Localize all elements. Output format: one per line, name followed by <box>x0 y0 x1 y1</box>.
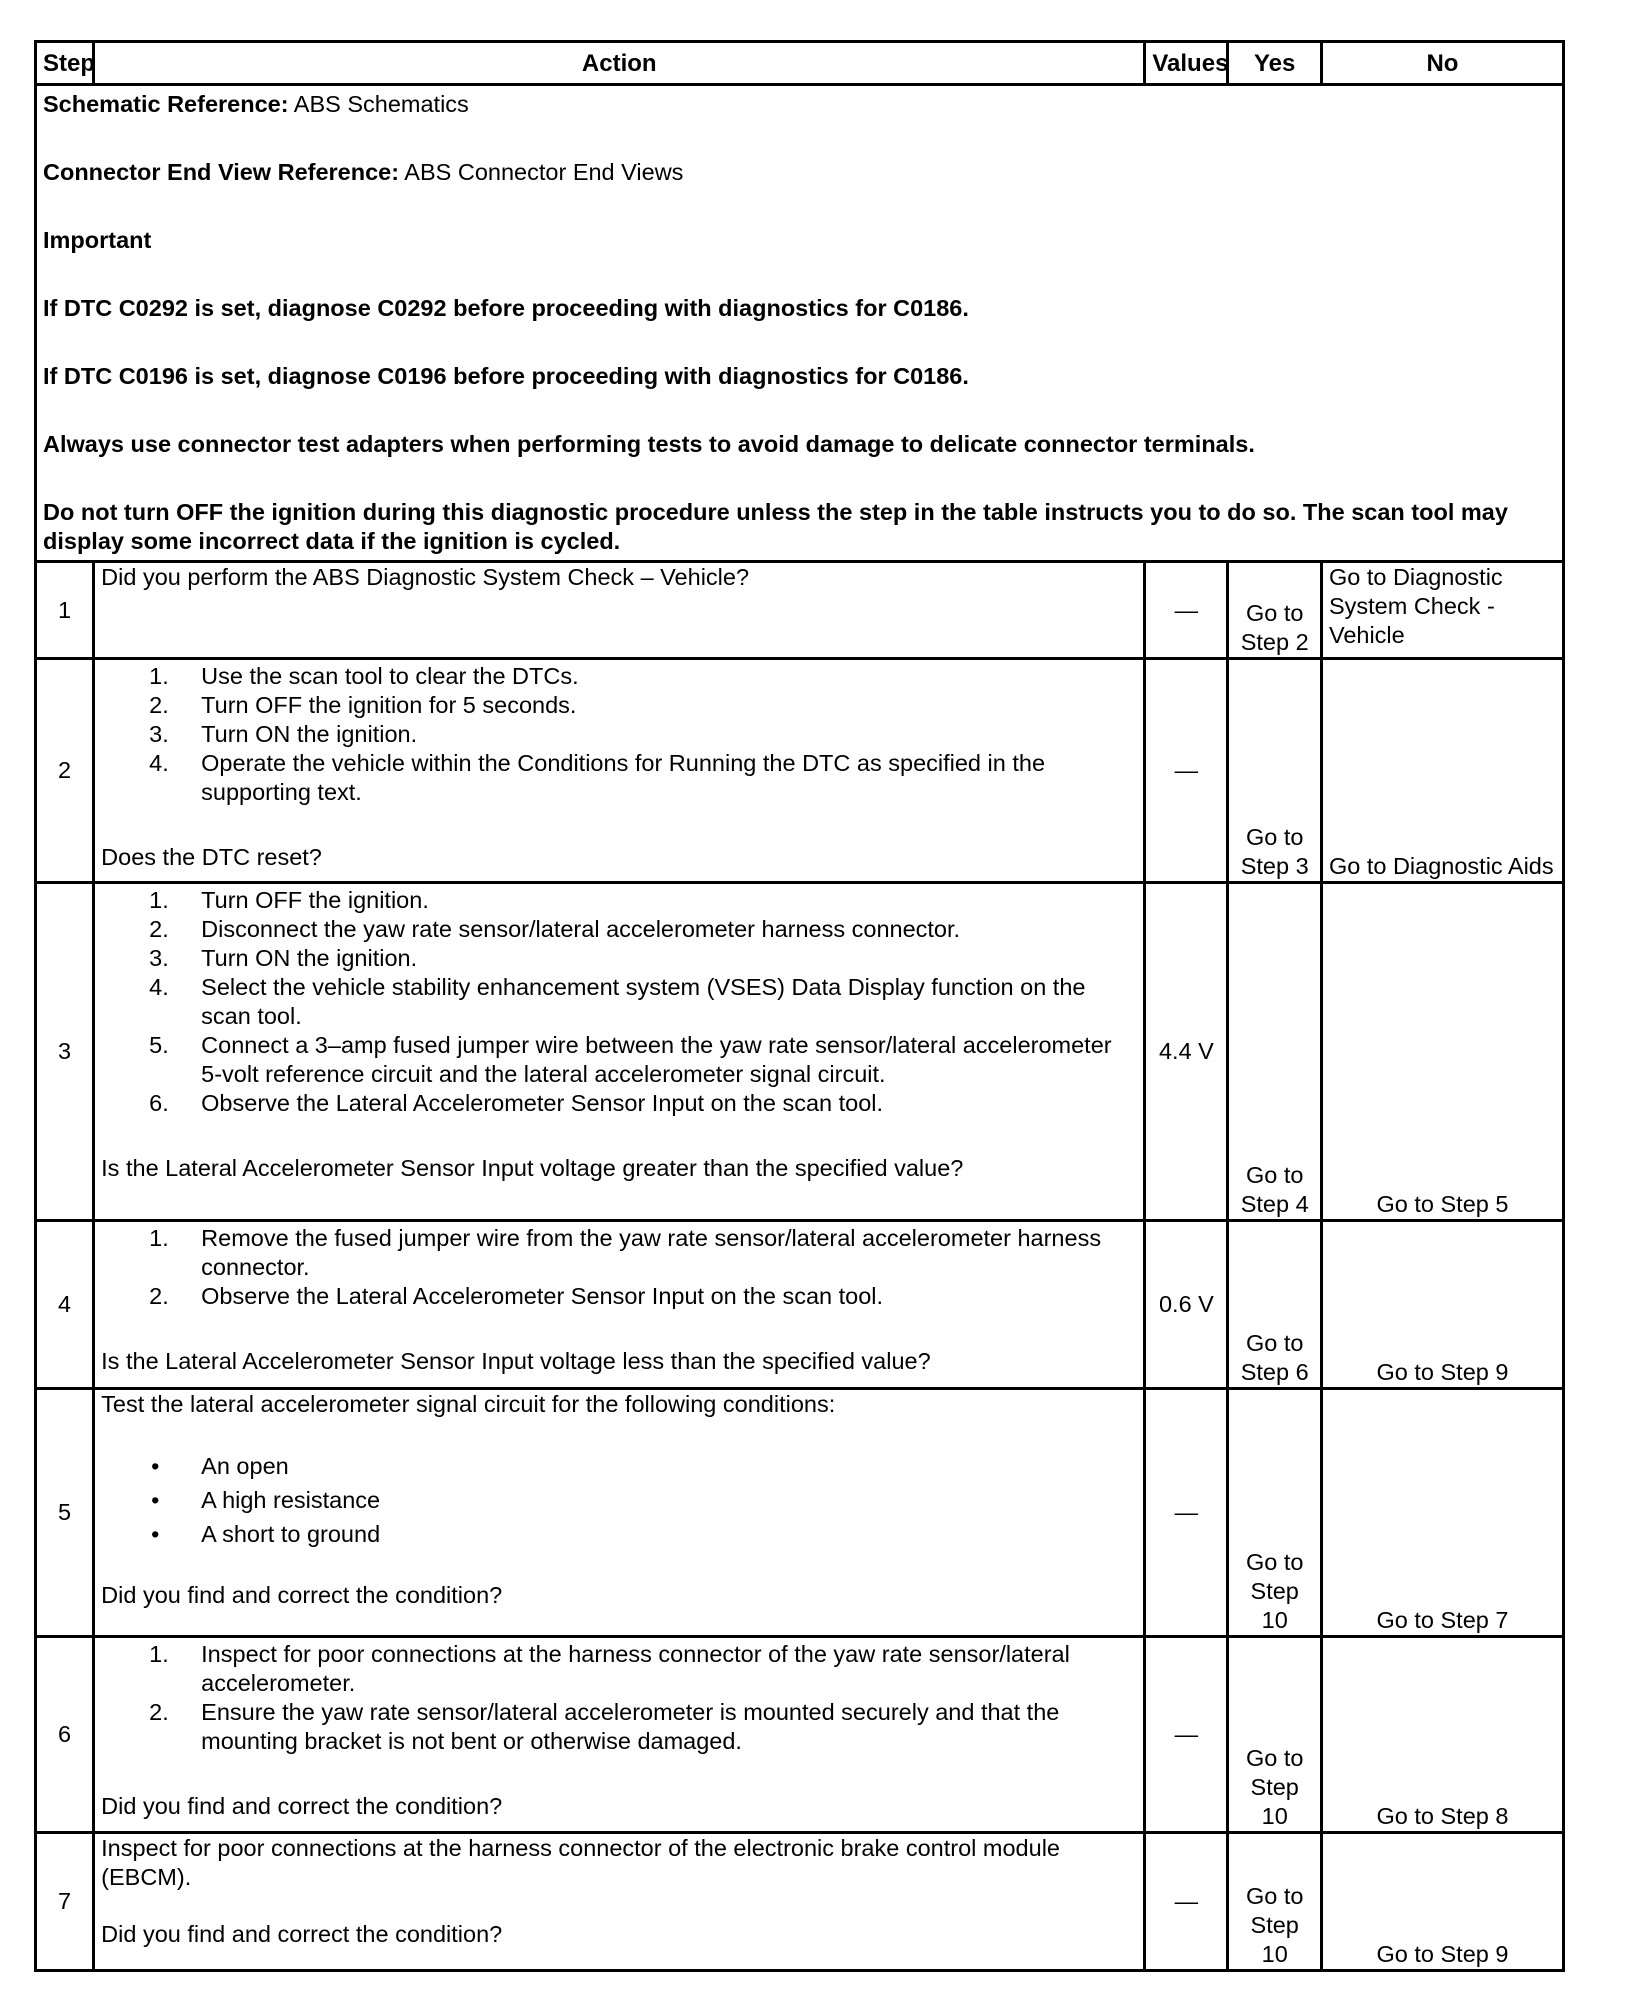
substep-list <box>101 1640 1137 1756</box>
yes-cell: Go to Step 6 <box>1228 1221 1321 1389</box>
no-cell: Go to Step 5 <box>1321 883 1563 1221</box>
header-step: Step <box>36 42 94 85</box>
substep: 1. Use the scan tool to clear the DTCs. <box>149 663 579 689</box>
substep-list <box>101 662 1137 807</box>
no-cell: Go to Diagnostic System Check - Vehicle <box>1321 562 1563 659</box>
table-row <box>36 659 1564 883</box>
question: Is the Lateral Accelerometer Sensor Input voltage greater than the specified value? <box>101 1155 964 1181</box>
step-number: 7 <box>36 1833 94 1971</box>
intro-cell <box>36 85 1564 562</box>
substep: 1. Remove the fused jumper wire from the yaw rate sensor/lateral accelerometer harness connector. <box>149 1225 1102 1280</box>
action-lead: Inspect for poor connections at the harness connector of the electronic brake control module (EBCM). <box>101 1835 1060 1890</box>
action-cell <box>94 1389 1145 1637</box>
question: Did you find and correct the condition? <box>101 1582 503 1608</box>
important-note: Do not turn OFF the ignition during this diagnostic procedure unless the step in the table instructs you to do so. The scan tool may display some incorrect data if the ignition is cycled. <box>43 499 1508 554</box>
substep: 3. Turn ON the ignition. <box>149 721 418 747</box>
substep: 4. Select the vehicle stability enhancement system (VSES) Data Display function on the scan tool. <box>149 974 1086 1029</box>
step-number: 2 <box>36 659 94 883</box>
substep-list <box>101 886 1137 1118</box>
table-row <box>36 1389 1564 1637</box>
list-item: • An open <box>101 1449 1137 1483</box>
yes-cell: Go to Step 3 <box>1228 659 1321 883</box>
substep: 1. Inspect for poor connections at the harness connector of the yaw rate sensor/lateral accelerometer. <box>149 1641 1070 1696</box>
yes-cell: Go to Step 4 <box>1228 883 1321 1221</box>
connector-reference <box>43 158 1556 187</box>
schematic-label: Schematic Reference: <box>43 91 289 117</box>
connector-label: Connector End View Reference: <box>43 159 400 185</box>
yes-cell: Go to Step 10 <box>1228 1389 1321 1637</box>
value-cell: 4.4 V <box>1145 883 1228 1221</box>
schematic-reference <box>43 90 1556 119</box>
connector-value: ABS Connector End Views <box>399 159 684 185</box>
header-values: Values <box>1145 42 1228 85</box>
step-number: 1 <box>36 562 94 659</box>
important-note: Always use connector test adapters when performing tests to avoid damage to delicate connector terminals. <box>43 431 1255 457</box>
diagnostic-document <box>34 40 1565 1972</box>
yes-cell: Go to Step 10 <box>1228 1833 1321 1971</box>
question: Is the Lateral Accelerometer Sensor Input voltage less than the specified value? <box>101 1348 931 1374</box>
yes-cell: Go to Step 2 <box>1228 562 1321 659</box>
question: Does the DTC reset? <box>101 844 322 870</box>
action-cell <box>94 1833 1145 1971</box>
action-cell <box>94 1637 1145 1833</box>
list-item: • A short to ground <box>101 1517 1137 1551</box>
substep: 5. Connect a 3–amp fused jumper wire between the yaw rate sensor/lateral accelerometer 5-volt reference circuit and the lateral accelerometer signal circuit. <box>149 1032 1112 1087</box>
action-cell <box>94 562 1145 659</box>
action-cell <box>94 659 1145 883</box>
no-cell: Go to Step 7 <box>1321 1389 1563 1637</box>
table-row <box>36 883 1564 1221</box>
substep: 4. Operate the vehicle within the Conditions for Running the DTC as specified in the supporting text. <box>149 750 1046 805</box>
substep: 1. Turn OFF the ignition. <box>149 887 429 913</box>
header-action: Action <box>94 42 1145 85</box>
substep: 2. Observe the Lateral Accelerometer Sensor Input on the scan tool. <box>149 1283 884 1309</box>
substep: 2. Disconnect the yaw rate sensor/lateral accelerometer harness connector. <box>149 916 961 942</box>
table-row <box>36 1637 1564 1833</box>
value-cell: — <box>1145 1637 1228 1833</box>
yes-cell: Go to Step 10 <box>1228 1637 1321 1833</box>
table-row <box>36 562 1564 659</box>
question: Did you find and correct the condition? <box>101 1921 503 1947</box>
value-cell: — <box>1145 659 1228 883</box>
action-lead: Test the lateral accelerometer signal circuit for the following conditions: <box>101 1391 836 1417</box>
step-number: 4 <box>36 1221 94 1389</box>
table-row <box>36 1221 1564 1389</box>
action-lead: Did you perform the ABS Diagnostic System Check – Vehicle? <box>101 564 750 590</box>
table-row <box>36 1833 1564 1971</box>
schematic-value: ABS Schematics <box>288 91 469 117</box>
substep: 2. Turn OFF the ignition for 5 seconds. <box>149 692 577 718</box>
step-number: 3 <box>36 883 94 1221</box>
value-cell: — <box>1145 1389 1228 1637</box>
diagnostic-table <box>34 40 1565 1972</box>
important-note: If DTC C0196 is set, diagnose C0196 before proceeding with diagnostics for C0186. <box>43 363 969 389</box>
substep-list <box>101 1224 1137 1311</box>
step-number: 6 <box>36 1637 94 1833</box>
no-cell: Go to Step 9 <box>1321 1833 1563 1971</box>
value-cell: — <box>1145 562 1228 659</box>
header-row <box>36 42 1564 85</box>
substep: 3. Turn ON the ignition. <box>149 945 418 971</box>
no-cell: Go to Diagnostic Aids <box>1321 659 1563 883</box>
condition-list <box>101 1449 1137 1551</box>
important-note: If DTC C0292 is set, diagnose C0292 before proceeding with diagnostics for C0186. <box>43 295 969 321</box>
no-cell: Go to Step 8 <box>1321 1637 1563 1833</box>
substep: 2. Ensure the yaw rate sensor/lateral accelerometer is mounted securely and that the mounting bracket is not bent or otherwise damaged. <box>149 1699 1060 1754</box>
header-no: No <box>1321 42 1563 85</box>
list-item: • A high resistance <box>101 1483 1137 1517</box>
question: Did you find and correct the condition? <box>101 1793 503 1819</box>
intro-row <box>36 85 1564 562</box>
value-cell: 0.6 V <box>1145 1221 1228 1389</box>
substep: 6. Observe the Lateral Accelerometer Sensor Input on the scan tool. <box>149 1090 884 1116</box>
action-cell <box>94 1221 1145 1389</box>
value-cell: — <box>1145 1833 1228 1971</box>
step-number: 5 <box>36 1389 94 1637</box>
header-yes: Yes <box>1228 42 1321 85</box>
no-cell: Go to Step 9 <box>1321 1221 1563 1389</box>
important-heading: Important <box>43 227 152 253</box>
action-cell <box>94 883 1145 1221</box>
